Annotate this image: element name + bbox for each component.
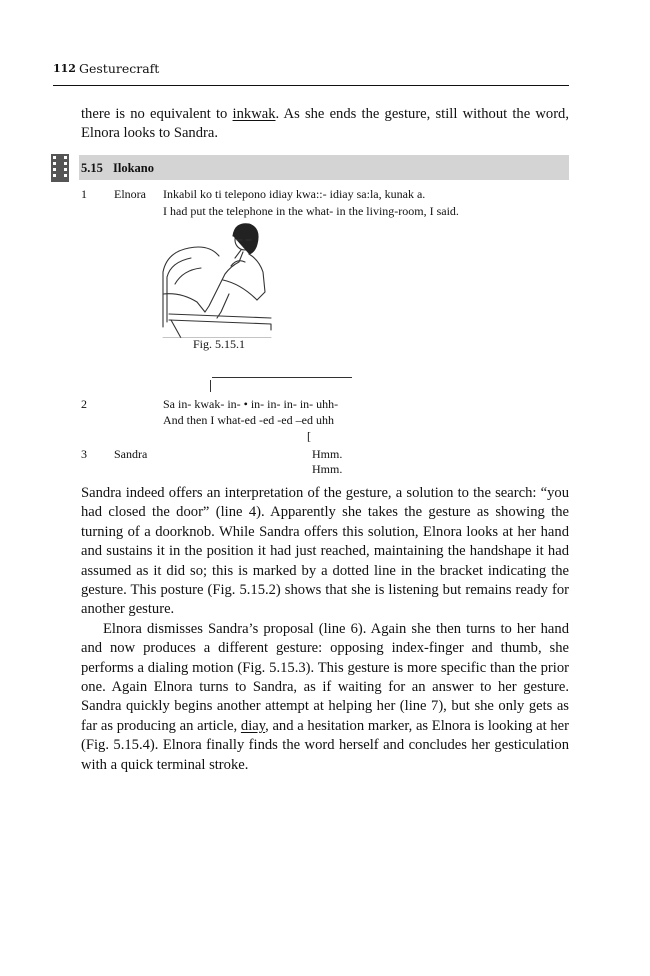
body-paragraph-1: Sandra indeed offers an interpretation of the gesture, a solution to the search: “you had closed the door” (line 4). Apparently she takes the gesture as showing the turning of a doorknob. While Sandra offers this solution, Elnora looks at her hand and sustains it in the position it had just reached, maintaining the handshape it had assumed as it did so; this is marked by a dotted line in the bracket indicating the gesture. This posture (Fig. 5.15.2) shows that she is listening but remains ready for another gesture.	[81, 485, 569, 618]
original-utterance: Hmm.	[312, 447, 343, 461]
example-number: 5.15	[81, 161, 103, 175]
example-language: Ilokano	[113, 161, 154, 175]
intro-text-before: there is no equivalent to	[81, 106, 233, 122]
running-header	[53, 61, 569, 86]
gesture-figure-illustration	[161, 222, 275, 338]
gesture-bracket-line	[212, 377, 352, 378]
original-utterance: Sa in- kwak- in- • in- in- in- in- uhh-	[163, 397, 339, 411]
gesture-bracket-tick	[210, 380, 211, 392]
translation-utterance: I had put the telephone in the what- in the living-room, I said.	[163, 204, 459, 218]
speaker-name: Elnora	[114, 187, 146, 201]
body-paragraph-2	[81, 620, 569, 775]
speaker-name: Sandra	[114, 447, 148, 461]
translation-utterance: And then I what-ed -ed -ed –ed uhh	[163, 413, 334, 427]
intro-paragraph	[81, 105, 569, 144]
paragraph-text-before: Elnora dismisses Sandra’s proposal (line 6). Again she then turns to her hand and now produces a different gesture: opposing index-finger and thumb, she performs a dialing motion (Fig. 5.15.3). This gesture is more specific than the prior one. Again Elnora turns to Sandra, as if waiting for an answer to her gesture. Sandra quickly begins another attempt at helping her (line 7), but she only gets as far as producing an article,	[81, 620, 569, 734]
line-number: 2	[81, 397, 87, 411]
original-utterance: Inkabil ko ti telepono idiay kwa::- idiay sa:la, kunak a.	[163, 187, 426, 201]
overlap-bracket: [	[307, 429, 311, 443]
intro-text-after: . As she ends the gesture, still without the word, Elnora looks to Sandra.	[81, 106, 569, 142]
intro-underlined-word: inkwak	[232, 106, 276, 122]
page-number: 112	[53, 62, 76, 75]
line-number: 3	[81, 447, 87, 461]
example-header-bar	[79, 155, 569, 180]
line-number: 1	[81, 187, 87, 201]
body-text	[81, 484, 569, 775]
film-strip-icon	[51, 154, 69, 182]
running-title: Gesturecraft	[79, 61, 160, 76]
translation-utterance: Hmm.	[312, 462, 343, 476]
figure-caption: Fig. 5.15.1	[193, 337, 246, 351]
paragraph-text-after: , and a hesitation marker, as Elnora is looking at her (Fig. 5.15.4). Elnora finally finds the word herself and concludes her gesticulation with a quick terminal stroke.	[81, 717, 569, 773]
underlined-word: diay	[240, 717, 266, 734]
